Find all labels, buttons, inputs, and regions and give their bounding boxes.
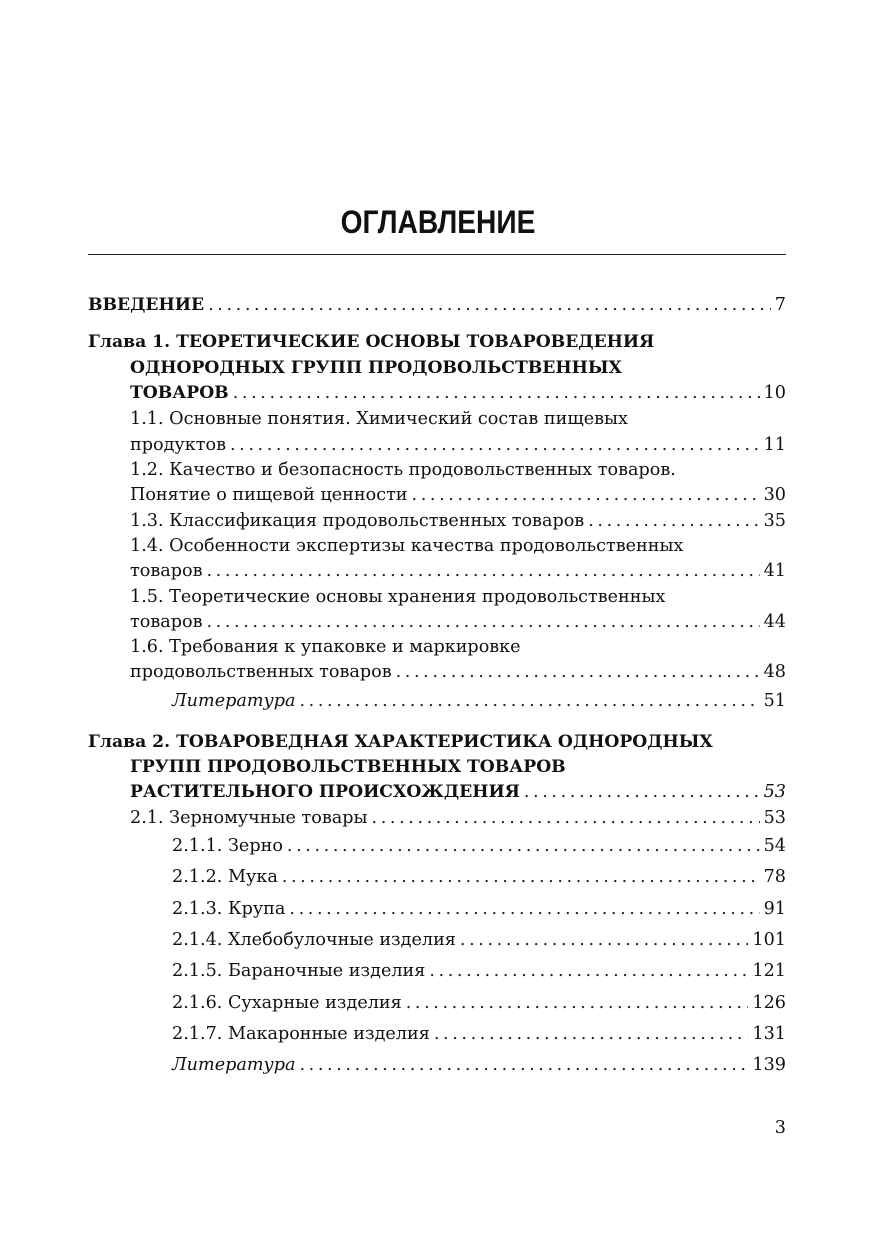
toc-subsection bbox=[172, 864, 786, 890]
toc-entry-label: 1.2. Качество и безопасность продовольственных товаров. bbox=[130, 460, 676, 480]
toc-entry-page: 7 bbox=[774, 295, 786, 315]
toc-chapter-heading: Глава 1. ТЕОРЕТИЧЕСКИЕ ОСНОВЫ ТОВАРОВЕДЕНИЯ bbox=[88, 332, 655, 352]
toc-chapter-heading: Глава 2. ТОВАРОВЕДНАЯ ХАРАКТЕРИСТИКА ОДНОРОДНЫХ bbox=[88, 732, 713, 752]
leader-dots bbox=[206, 609, 759, 635]
toc-chapter-heading: ОДНОРОДНЫХ ГРУПП ПРОДОВОЛЬСТВЕННЫХ bbox=[130, 358, 622, 378]
toc-section-1-6 bbox=[130, 634, 786, 660]
toc-chapter-heading: ГРУПП ПРОДОВОЛЬСТВЕННЫХ ТОВАРОВ bbox=[130, 757, 566, 777]
toc-subsection bbox=[172, 1021, 786, 1047]
leader-dots bbox=[282, 864, 760, 890]
leader-dots bbox=[460, 927, 749, 953]
toc-entry-label: 2.1.4. Хлебобулочные изделия bbox=[172, 930, 456, 950]
leader-dots bbox=[300, 688, 760, 714]
toc-literature-2 bbox=[172, 1052, 786, 1078]
toc-entry-label: Литература bbox=[172, 1055, 296, 1075]
leader-dots bbox=[396, 659, 760, 685]
toc-entry-page: 53 bbox=[763, 782, 786, 802]
leader-dots bbox=[289, 896, 759, 922]
toc-section-1-2-cont bbox=[130, 482, 786, 508]
toc-entry-page: 51 bbox=[763, 691, 786, 711]
leader-dots bbox=[372, 805, 760, 831]
toc-entry-label: 2.1.2. Мука bbox=[172, 867, 278, 887]
page-number: 3 bbox=[774, 1118, 786, 1138]
leader-dots bbox=[524, 779, 760, 805]
toc-entry-label: 2.1.1. Зерно bbox=[172, 836, 283, 856]
toc-entry-label: ВВЕДЕНИЕ bbox=[88, 295, 205, 315]
toc-entry-page: 101 bbox=[752, 930, 786, 950]
toc-section-1-1-cont bbox=[130, 432, 786, 458]
toc-entry-page: 139 bbox=[752, 1055, 786, 1075]
page-title: ОГЛАВЛЕНИЕ bbox=[340, 204, 536, 240]
toc-entry-label: 1.1. Основные понятия. Химический состав пищевых bbox=[130, 409, 628, 429]
toc-entry-label: товаров bbox=[130, 612, 203, 632]
toc-section-1-1 bbox=[130, 406, 786, 432]
leader-dots bbox=[300, 1052, 749, 1078]
leader-dots bbox=[233, 380, 760, 406]
leader-dots bbox=[230, 432, 760, 458]
toc-entry-page: 53 bbox=[763, 808, 786, 828]
toc-subsection bbox=[172, 958, 786, 984]
toc-chapter-heading: РАСТИТЕЛЬНОГО ПРОИСХОЖДЕНИЯ bbox=[130, 782, 520, 802]
toc-subsection bbox=[172, 990, 786, 1016]
toc-entry-page: 121 bbox=[752, 961, 786, 981]
toc-entry-intro bbox=[88, 292, 786, 318]
toc-chapter-2-line2 bbox=[130, 754, 786, 780]
toc-section-1-5 bbox=[130, 584, 786, 610]
toc-entry-page: 48 bbox=[763, 662, 786, 682]
toc-chapter-2-line3 bbox=[130, 779, 786, 805]
toc-chapter-1-line1 bbox=[88, 329, 786, 355]
toc-chapter-1-line3 bbox=[130, 380, 786, 406]
toc-entry-label: Литература bbox=[172, 691, 296, 711]
toc-entry-page: 35 bbox=[763, 511, 786, 531]
toc-section-1-2 bbox=[130, 457, 786, 483]
toc-entry-label: 2.1.5. Бараночные изделия bbox=[172, 961, 426, 981]
toc-entry-label: 2.1.3. Крупа bbox=[172, 899, 286, 919]
toc-entry-label: 2.1.7. Макаронные изделия bbox=[172, 1024, 430, 1044]
toc-entry-label: 1.3. Классификация продовольственных товаров bbox=[130, 511, 585, 531]
leader-dots bbox=[588, 508, 759, 534]
leader-dots bbox=[434, 1021, 749, 1047]
toc-subsection bbox=[172, 927, 786, 953]
toc-section-1-3 bbox=[130, 508, 786, 534]
toc-entry-label: 1.4. Особенности экспертизы качества продовольственных bbox=[130, 536, 684, 556]
toc-chapter-2-line1 bbox=[88, 729, 786, 755]
toc-entry-page: 54 bbox=[763, 836, 786, 856]
toc-subsection bbox=[172, 833, 786, 859]
toc-section-1-4-cont bbox=[130, 558, 786, 584]
toc-entry-page: 11 bbox=[763, 435, 786, 455]
toc-section-1-5-cont bbox=[130, 609, 786, 635]
leader-dots bbox=[406, 990, 749, 1016]
leader-dots bbox=[412, 482, 760, 508]
toc-entry-label: 1.5. Теоретические основы хранения продовольственных bbox=[130, 587, 666, 607]
toc-entry-page: 41 bbox=[763, 561, 786, 581]
toc-section-1-6-cont bbox=[130, 659, 786, 685]
leader-dots bbox=[208, 292, 771, 318]
toc-chapter-1-line2 bbox=[130, 355, 786, 381]
toc-entry-label: 1.6. Требования к упаковке и маркировке bbox=[130, 637, 521, 657]
toc-entry-page: 126 bbox=[752, 993, 786, 1013]
toc-literature-1 bbox=[172, 688, 786, 714]
toc-entry-label: продовольственных товаров bbox=[130, 662, 392, 682]
toc-entry-page: 10 bbox=[763, 383, 786, 403]
toc-section-1-4 bbox=[130, 533, 786, 559]
toc-entry-page: 91 bbox=[763, 899, 786, 919]
toc-entry-page: 131 bbox=[752, 1024, 786, 1044]
toc-chapter-heading: ТОВАРОВ bbox=[130, 383, 229, 403]
toc-entry-label: продуктов bbox=[130, 435, 226, 455]
toc-entry-page: 44 bbox=[763, 612, 786, 632]
toc-subsection bbox=[172, 896, 786, 922]
leader-dots bbox=[206, 558, 759, 584]
toc-entry-label: товаров bbox=[130, 561, 203, 581]
toc-entry-page: 30 bbox=[763, 485, 786, 505]
toc-entry-label: 2.1. Зерномучные товары bbox=[130, 808, 368, 828]
toc-entry-label: Понятие о пищевой ценности bbox=[130, 485, 408, 505]
leader-dots bbox=[429, 958, 748, 984]
toc-section-2-1 bbox=[130, 805, 786, 831]
toc-entry-page: 78 bbox=[763, 867, 786, 887]
leader-dots bbox=[287, 833, 760, 859]
toc-entry-label: 2.1.6. Сухарные изделия bbox=[172, 993, 402, 1013]
